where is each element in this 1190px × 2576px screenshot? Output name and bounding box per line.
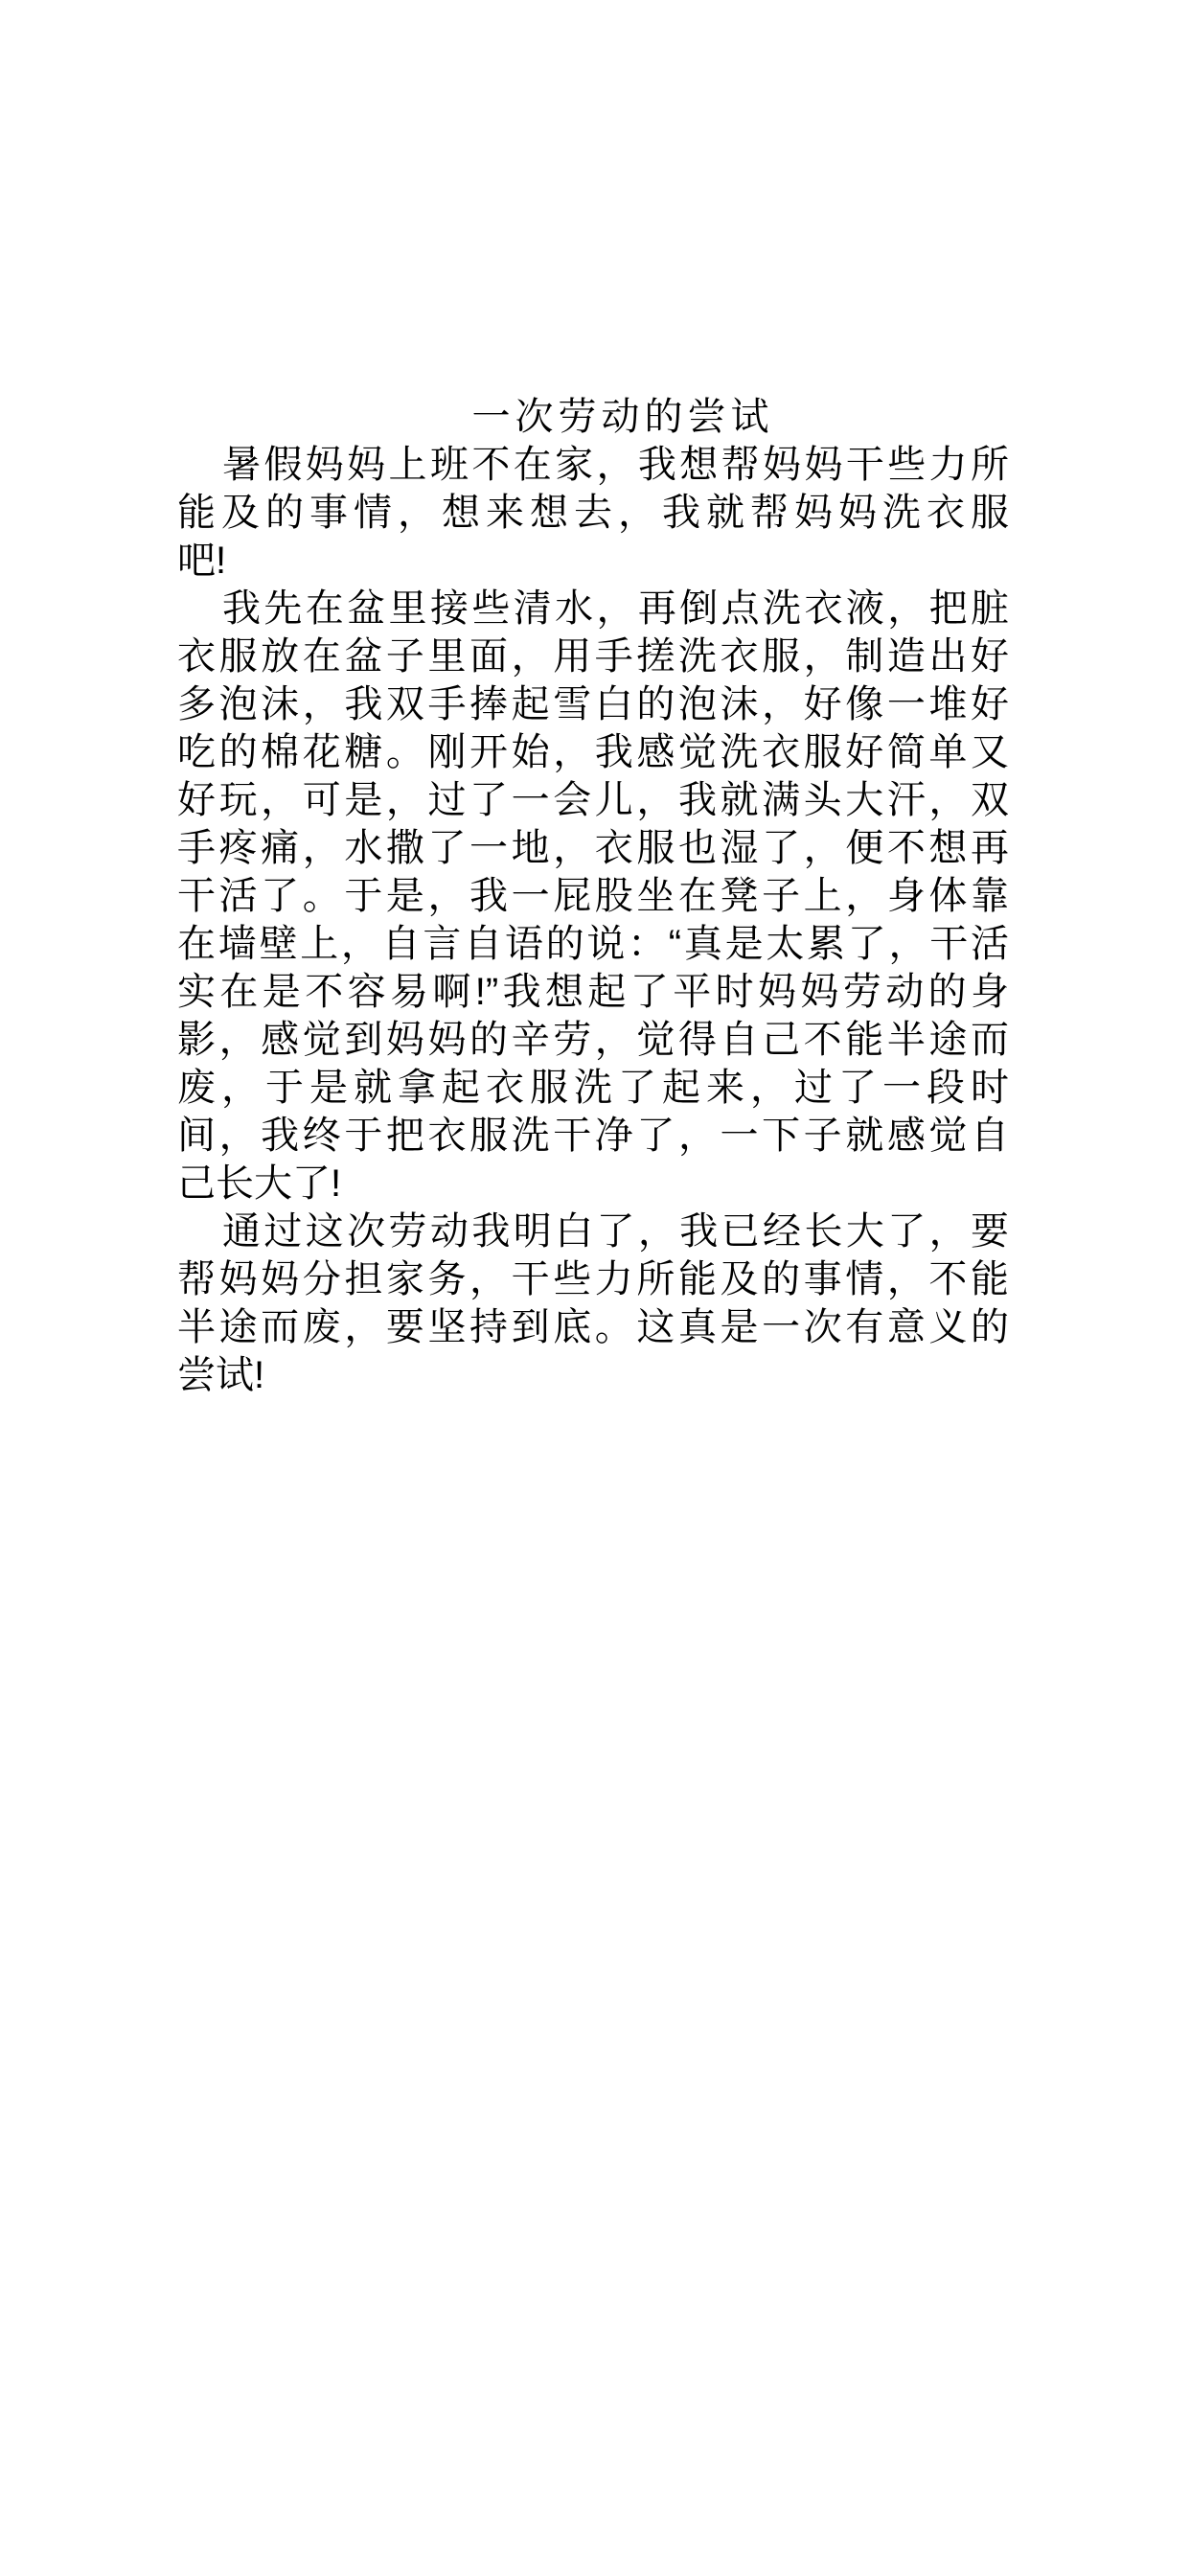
- essay: [177, 393, 1009, 1399]
- essay-line: 通过这次劳动我明白了，我已经长大了，要: [222, 1210, 1009, 1253]
- essay-line: 手疼痛，水撒了一地，衣服也湿了，便不想再: [177, 827, 1009, 869]
- essay-line: 半途而废，要坚持到底。这真是一次有意义的: [177, 1306, 1009, 1348]
- essay-line: 好玩，可是，过了一会儿，我就满头大汗，双: [177, 779, 1009, 821]
- essay-line: 实在是不容易啊!”我想起了平时妈妈劳动的身: [177, 971, 1009, 1013]
- essay-line: 衣服放在盆子里面，用手搓洗衣服，制造出好: [177, 635, 1009, 678]
- essay-line: 能及的事情，想来想去，我就帮妈妈洗衣服: [177, 492, 1009, 534]
- essay-line: 吧!: [177, 540, 227, 582]
- essay-line: 吃的棉花糖。刚开始，我感觉洗衣服好简单又: [177, 731, 1009, 773]
- essay-line: 影，感觉到妈妈的辛劳，觉得自己不能半途而: [177, 1019, 1009, 1061]
- essay-line: 我先在盆里接些清水，再倒点洗衣液，把脏: [222, 587, 1009, 630]
- essay-line: 己长大了!: [177, 1162, 342, 1205]
- essay-line: 多泡沫，我双手捧起雪白的泡沫，好像一堆好: [177, 683, 1009, 725]
- essay-line: 尝试!: [177, 1354, 265, 1396]
- essay-line: 在墙壁上，自言自语的说：“真是太累了，干活: [177, 923, 1009, 965]
- essay-body: [177, 441, 1009, 1399]
- essay-line: 间，我终于把衣服洗干净了，一下子就感觉自: [177, 1115, 1009, 1157]
- essay-line: 干活了。于是，我一屁股坐在凳子上，身体靠: [177, 875, 1009, 917]
- essay-line: 废，于是就拿起衣服洗了起来，过了一段时: [177, 1067, 1009, 1109]
- essay-line: 帮妈妈分担家务，干些力所能及的事情，不能: [177, 1258, 1009, 1300]
- essay-line: 暑假妈妈上班不在家，我想帮妈妈干些力所: [222, 444, 1009, 486]
- essay-title: 一次劳动的尝试: [471, 396, 774, 438]
